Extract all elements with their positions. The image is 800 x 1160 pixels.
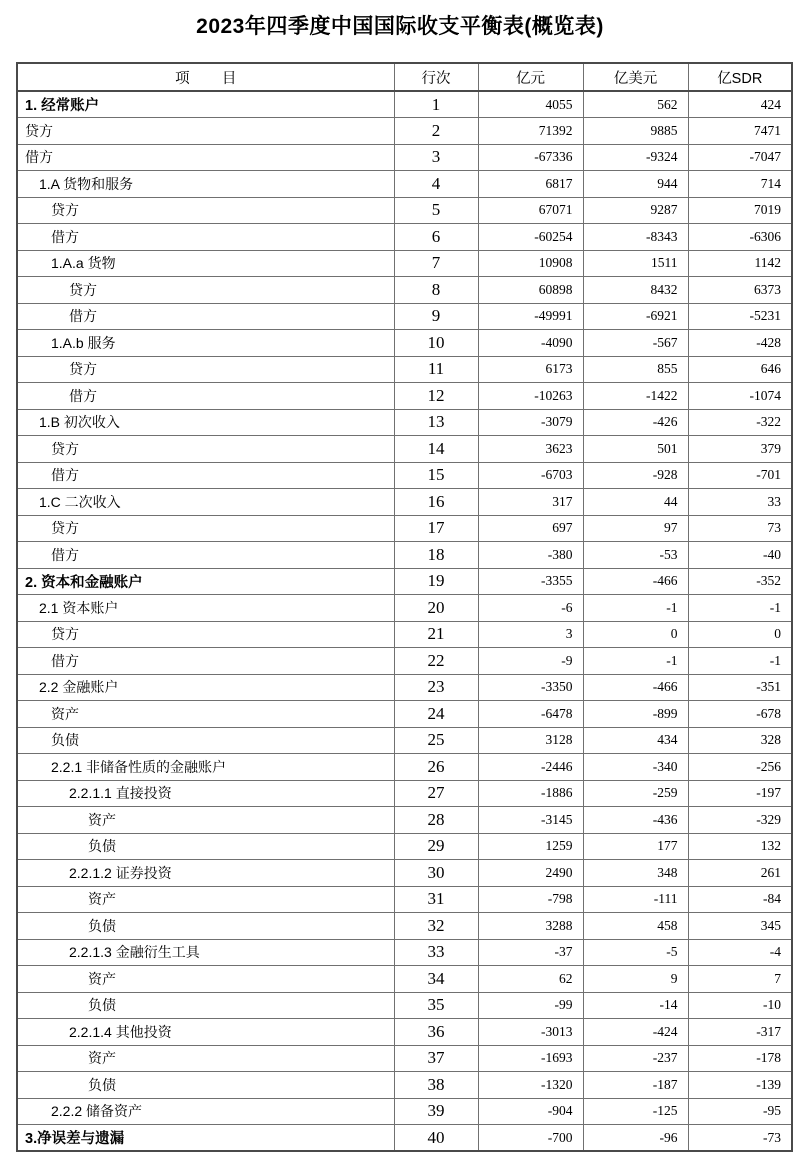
item-cell: 贷方 xyxy=(17,277,394,304)
usd-value-cell: 9885 xyxy=(583,118,688,145)
sdr-value-cell: -4 xyxy=(688,939,792,966)
sdr-value-cell: 424 xyxy=(688,91,792,118)
usd-value-cell: -53 xyxy=(583,542,688,569)
cny-value-cell: -99 xyxy=(478,992,583,1019)
table-row xyxy=(17,621,792,648)
line-number-cell: 7 xyxy=(394,250,478,277)
cny-value-cell: 697 xyxy=(478,515,583,542)
sdr-value-cell: 33 xyxy=(688,489,792,516)
item-cell: 资产 xyxy=(17,701,394,728)
line-number-cell: 20 xyxy=(394,595,478,622)
cny-value-cell: -3355 xyxy=(478,568,583,595)
item-cell: 借方 xyxy=(17,462,394,489)
line-number-cell: 25 xyxy=(394,727,478,754)
usd-value-cell: -466 xyxy=(583,568,688,595)
usd-value-cell: -259 xyxy=(583,780,688,807)
usd-value-cell: -424 xyxy=(583,1019,688,1046)
line-number-cell: 11 xyxy=(394,356,478,383)
line-number-cell: 27 xyxy=(394,780,478,807)
line-number-cell: 26 xyxy=(394,754,478,781)
sdr-value-cell: 0 xyxy=(688,621,792,648)
usd-value-cell: 0 xyxy=(583,621,688,648)
line-number-cell: 14 xyxy=(394,436,478,463)
table-row xyxy=(17,277,792,304)
sdr-value-cell: 6373 xyxy=(688,277,792,304)
cny-value-cell: 3128 xyxy=(478,727,583,754)
line-number-cell: 31 xyxy=(394,886,478,913)
table-row xyxy=(17,356,792,383)
table-row xyxy=(17,754,792,781)
cny-value-cell: 2490 xyxy=(478,860,583,887)
table-row xyxy=(17,118,792,145)
table-row xyxy=(17,939,792,966)
usd-value-cell: -187 xyxy=(583,1072,688,1099)
table-row xyxy=(17,833,792,860)
line-number-cell: 6 xyxy=(394,224,478,251)
cny-value-cell: 4055 xyxy=(478,91,583,118)
usd-value-cell: -426 xyxy=(583,409,688,436)
col-header-cny: 亿元 xyxy=(478,63,583,91)
cny-value-cell: -904 xyxy=(478,1098,583,1125)
line-number-cell: 36 xyxy=(394,1019,478,1046)
table-header xyxy=(17,63,792,91)
sdr-value-cell: 1142 xyxy=(688,250,792,277)
table-row xyxy=(17,1045,792,1072)
item-cell: 2.2.1 非储备性质的金融账户 xyxy=(17,754,394,781)
item-cell: 2.2.1.3 金融衍生工具 xyxy=(17,939,394,966)
cny-value-cell: 3 xyxy=(478,621,583,648)
sdr-value-cell: -10 xyxy=(688,992,792,1019)
table-row xyxy=(17,250,792,277)
table-row xyxy=(17,224,792,251)
cny-value-cell: -67336 xyxy=(478,144,583,171)
sdr-value-cell: -5231 xyxy=(688,303,792,330)
table-row xyxy=(17,860,792,887)
cny-value-cell: -9 xyxy=(478,648,583,675)
usd-value-cell: -14 xyxy=(583,992,688,1019)
balance-of-payments-table xyxy=(16,62,793,1152)
header-row xyxy=(17,63,792,91)
item-cell: 1.B 初次收入 xyxy=(17,409,394,436)
sdr-value-cell: -178 xyxy=(688,1045,792,1072)
item-cell: 贷方 xyxy=(17,118,394,145)
usd-value-cell: 944 xyxy=(583,171,688,198)
col-header-line-number: 行次 xyxy=(394,63,478,91)
page-title: 2023年四季度中国国际收支平衡表(概览表) xyxy=(196,15,604,38)
sdr-value-cell: -317 xyxy=(688,1019,792,1046)
table-row xyxy=(17,409,792,436)
sdr-value-cell: 7471 xyxy=(688,118,792,145)
line-number-cell: 19 xyxy=(394,568,478,595)
cny-value-cell: -49991 xyxy=(478,303,583,330)
table-row xyxy=(17,727,792,754)
line-number-cell: 16 xyxy=(394,489,478,516)
sdr-value-cell: 261 xyxy=(688,860,792,887)
usd-value-cell: -8343 xyxy=(583,224,688,251)
line-number-cell: 23 xyxy=(394,674,478,701)
usd-value-cell: -899 xyxy=(583,701,688,728)
item-cell: 借方 xyxy=(17,144,394,171)
cny-value-cell: 3288 xyxy=(478,913,583,940)
table-row xyxy=(17,330,792,357)
cny-value-cell: -1693 xyxy=(478,1045,583,1072)
table-row xyxy=(17,886,792,913)
sdr-value-cell: -1 xyxy=(688,595,792,622)
usd-value-cell: 562 xyxy=(583,91,688,118)
line-number-cell: 1 xyxy=(394,91,478,118)
sdr-value-cell: -6306 xyxy=(688,224,792,251)
cny-value-cell: -3079 xyxy=(478,409,583,436)
table-row xyxy=(17,701,792,728)
table-row xyxy=(17,992,792,1019)
cny-value-cell: 6173 xyxy=(478,356,583,383)
cny-value-cell: 317 xyxy=(478,489,583,516)
table-row xyxy=(17,436,792,463)
item-cell: 3.净误差与遗漏 xyxy=(17,1125,394,1152)
table-row xyxy=(17,197,792,224)
line-number-cell: 4 xyxy=(394,171,478,198)
item-cell: 资产 xyxy=(17,886,394,913)
col-header-usd: 亿美元 xyxy=(583,63,688,91)
item-cell: 2.2 金融账户 xyxy=(17,674,394,701)
usd-value-cell: -436 xyxy=(583,807,688,834)
table-row xyxy=(17,171,792,198)
item-cell: 资产 xyxy=(17,807,394,834)
line-number-cell: 9 xyxy=(394,303,478,330)
line-number-cell: 15 xyxy=(394,462,478,489)
cny-value-cell: 60898 xyxy=(478,277,583,304)
cny-value-cell: -37 xyxy=(478,939,583,966)
usd-value-cell: -340 xyxy=(583,754,688,781)
sdr-value-cell: 714 xyxy=(688,171,792,198)
sdr-value-cell: -1 xyxy=(688,648,792,675)
sdr-value-cell: -428 xyxy=(688,330,792,357)
line-number-cell: 38 xyxy=(394,1072,478,1099)
table-row xyxy=(17,383,792,410)
usd-value-cell: 9287 xyxy=(583,197,688,224)
table-row xyxy=(17,648,792,675)
sdr-value-cell: -73 xyxy=(688,1125,792,1152)
table-body xyxy=(17,91,792,1151)
item-cell: 借方 xyxy=(17,224,394,251)
table-row xyxy=(17,144,792,171)
cny-value-cell: -2446 xyxy=(478,754,583,781)
line-number-cell: 29 xyxy=(394,833,478,860)
table-row xyxy=(17,91,792,118)
usd-value-cell: -5 xyxy=(583,939,688,966)
usd-value-cell: 8432 xyxy=(583,277,688,304)
usd-value-cell: -125 xyxy=(583,1098,688,1125)
sdr-value-cell: 73 xyxy=(688,515,792,542)
line-number-cell: 33 xyxy=(394,939,478,966)
usd-value-cell: 9 xyxy=(583,966,688,993)
line-number-cell: 35 xyxy=(394,992,478,1019)
table-row xyxy=(17,913,792,940)
usd-value-cell: 177 xyxy=(583,833,688,860)
line-number-cell: 22 xyxy=(394,648,478,675)
sdr-value-cell: -7047 xyxy=(688,144,792,171)
cny-value-cell: -3145 xyxy=(478,807,583,834)
cny-value-cell: 71392 xyxy=(478,118,583,145)
sdr-value-cell: -322 xyxy=(688,409,792,436)
usd-value-cell: 458 xyxy=(583,913,688,940)
table-row xyxy=(17,303,792,330)
usd-value-cell: 1511 xyxy=(583,250,688,277)
line-number-cell: 32 xyxy=(394,913,478,940)
table-row xyxy=(17,807,792,834)
item-cell: 1.A.b 服务 xyxy=(17,330,394,357)
line-number-cell: 28 xyxy=(394,807,478,834)
usd-value-cell: -237 xyxy=(583,1045,688,1072)
cny-value-cell: 62 xyxy=(478,966,583,993)
item-cell: 借方 xyxy=(17,303,394,330)
line-number-cell: 24 xyxy=(394,701,478,728)
table-row xyxy=(17,515,792,542)
sdr-value-cell: -1074 xyxy=(688,383,792,410)
sdr-value-cell: 132 xyxy=(688,833,792,860)
line-number-cell: 13 xyxy=(394,409,478,436)
table-row xyxy=(17,595,792,622)
usd-value-cell: 434 xyxy=(583,727,688,754)
sdr-value-cell: -197 xyxy=(688,780,792,807)
sdr-value-cell: -256 xyxy=(688,754,792,781)
usd-value-cell: -9324 xyxy=(583,144,688,171)
usd-value-cell: -1422 xyxy=(583,383,688,410)
line-number-cell: 3 xyxy=(394,144,478,171)
line-number-cell: 40 xyxy=(394,1125,478,1152)
cny-value-cell: 6817 xyxy=(478,171,583,198)
sdr-value-cell: 345 xyxy=(688,913,792,940)
usd-value-cell: 501 xyxy=(583,436,688,463)
usd-value-cell: -567 xyxy=(583,330,688,357)
item-cell: 2.2.2 储备资产 xyxy=(17,1098,394,1125)
usd-value-cell: -1 xyxy=(583,648,688,675)
item-cell: 负债 xyxy=(17,992,394,1019)
cny-value-cell: -6703 xyxy=(478,462,583,489)
item-cell: 2.2.1.4 其他投资 xyxy=(17,1019,394,1046)
sdr-value-cell: 7019 xyxy=(688,197,792,224)
sdr-value-cell: 7 xyxy=(688,966,792,993)
line-number-cell: 10 xyxy=(394,330,478,357)
usd-value-cell: 97 xyxy=(583,515,688,542)
table-row xyxy=(17,780,792,807)
line-number-cell: 12 xyxy=(394,383,478,410)
cny-value-cell: -4090 xyxy=(478,330,583,357)
table-row xyxy=(17,966,792,993)
item-cell: 贷方 xyxy=(17,515,394,542)
cny-value-cell: -10263 xyxy=(478,383,583,410)
item-cell: 负债 xyxy=(17,727,394,754)
cny-value-cell: -798 xyxy=(478,886,583,913)
cny-value-cell: -1320 xyxy=(478,1072,583,1099)
item-cell: 贷方 xyxy=(17,356,394,383)
sdr-value-cell: -678 xyxy=(688,701,792,728)
cny-value-cell: -700 xyxy=(478,1125,583,1152)
line-number-cell: 34 xyxy=(394,966,478,993)
cny-value-cell: 3623 xyxy=(478,436,583,463)
sdr-value-cell: -139 xyxy=(688,1072,792,1099)
item-cell: 负债 xyxy=(17,833,394,860)
table-row xyxy=(17,1125,792,1152)
sdr-value-cell: -351 xyxy=(688,674,792,701)
cny-value-cell: 10908 xyxy=(478,250,583,277)
cny-value-cell: -60254 xyxy=(478,224,583,251)
usd-value-cell: -466 xyxy=(583,674,688,701)
sdr-value-cell: -40 xyxy=(688,542,792,569)
line-number-cell: 21 xyxy=(394,621,478,648)
item-cell: 负债 xyxy=(17,1072,394,1099)
item-cell: 2. 资本和金融账户 xyxy=(17,568,394,595)
line-number-cell: 39 xyxy=(394,1098,478,1125)
cny-value-cell: 67071 xyxy=(478,197,583,224)
cny-value-cell: -3350 xyxy=(478,674,583,701)
item-cell: 贷方 xyxy=(17,197,394,224)
item-cell: 负债 xyxy=(17,913,394,940)
item-cell: 2.1 资本账户 xyxy=(17,595,394,622)
item-cell: 1.A 货物和服务 xyxy=(17,171,394,198)
usd-value-cell: -1 xyxy=(583,595,688,622)
table-row xyxy=(17,1072,792,1099)
cny-value-cell: -380 xyxy=(478,542,583,569)
item-cell: 2.2.1.1 直接投资 xyxy=(17,780,394,807)
item-cell: 资产 xyxy=(17,1045,394,1072)
table-row xyxy=(17,1019,792,1046)
line-number-cell: 2 xyxy=(394,118,478,145)
sdr-value-cell: -701 xyxy=(688,462,792,489)
usd-value-cell: 855 xyxy=(583,356,688,383)
usd-value-cell: 44 xyxy=(583,489,688,516)
item-cell: 2.2.1.2 证券投资 xyxy=(17,860,394,887)
item-cell: 贷方 xyxy=(17,436,394,463)
cny-value-cell: -3013 xyxy=(478,1019,583,1046)
line-number-cell: 37 xyxy=(394,1045,478,1072)
line-number-cell: 8 xyxy=(394,277,478,304)
sdr-value-cell: -352 xyxy=(688,568,792,595)
line-number-cell: 5 xyxy=(394,197,478,224)
table-row xyxy=(17,1098,792,1125)
cny-value-cell: -6 xyxy=(478,595,583,622)
usd-value-cell: -928 xyxy=(583,462,688,489)
cny-value-cell: -6478 xyxy=(478,701,583,728)
sdr-value-cell: 328 xyxy=(688,727,792,754)
col-header-sdr: 亿SDR xyxy=(688,63,792,91)
cny-value-cell: 1259 xyxy=(478,833,583,860)
table-row xyxy=(17,489,792,516)
line-number-cell: 17 xyxy=(394,515,478,542)
usd-value-cell: 348 xyxy=(583,860,688,887)
sdr-value-cell: -84 xyxy=(688,886,792,913)
item-cell: 1. 经常账户 xyxy=(17,91,394,118)
item-cell: 借方 xyxy=(17,383,394,410)
usd-value-cell: -111 xyxy=(583,886,688,913)
item-cell: 1.A.a 货物 xyxy=(17,250,394,277)
usd-value-cell: -96 xyxy=(583,1125,688,1152)
item-cell: 借方 xyxy=(17,542,394,569)
table-row xyxy=(17,568,792,595)
item-cell: 1.C 二次收入 xyxy=(17,489,394,516)
sdr-value-cell: 646 xyxy=(688,356,792,383)
item-cell: 借方 xyxy=(17,648,394,675)
table-row xyxy=(17,674,792,701)
item-cell: 资产 xyxy=(17,966,394,993)
usd-value-cell: -6921 xyxy=(583,303,688,330)
cny-value-cell: -1886 xyxy=(478,780,583,807)
sdr-value-cell: 379 xyxy=(688,436,792,463)
sdr-value-cell: -329 xyxy=(688,807,792,834)
table-row xyxy=(17,542,792,569)
line-number-cell: 18 xyxy=(394,542,478,569)
line-number-cell: 30 xyxy=(394,860,478,887)
sdr-value-cell: -95 xyxy=(688,1098,792,1125)
col-header-item: 项 目 xyxy=(17,63,394,91)
item-cell: 贷方 xyxy=(17,621,394,648)
table-row xyxy=(17,462,792,489)
